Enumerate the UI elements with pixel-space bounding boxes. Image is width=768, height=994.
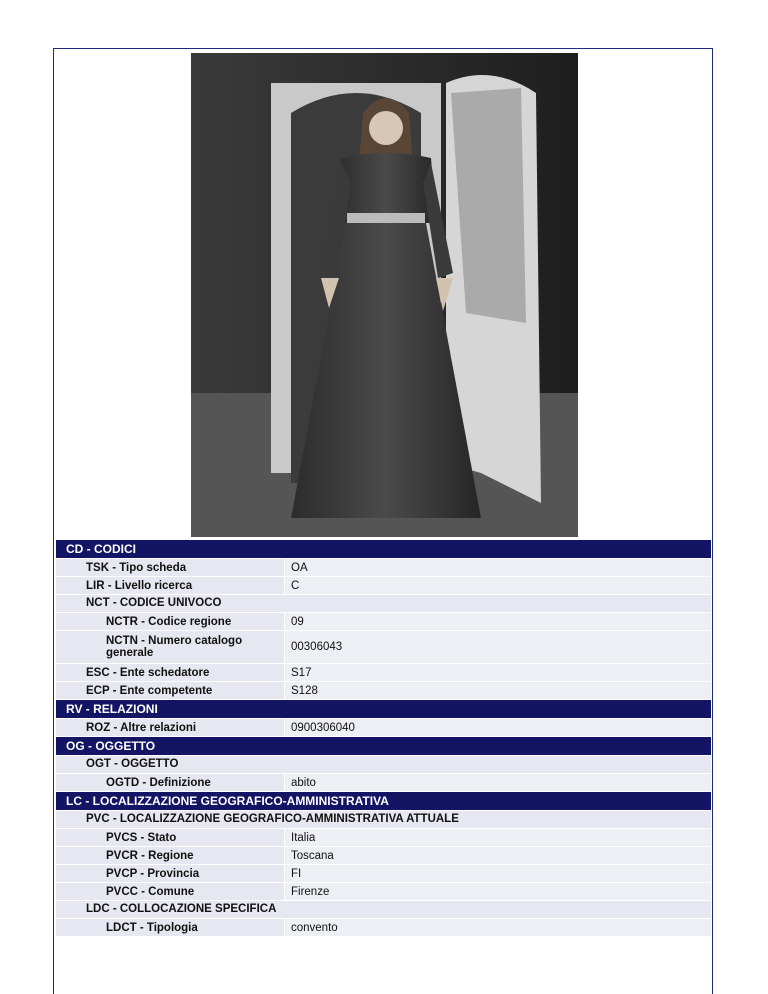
row-ogtd (56, 774, 711, 791)
row-pvcc (56, 883, 711, 900)
label-nctr: NCTR - Codice regione (56, 613, 284, 630)
value-pvcp: FI (285, 865, 711, 882)
row-tsk (56, 559, 711, 576)
label-pvcs: PVCS - Stato (56, 829, 284, 846)
row-pvcp (56, 865, 711, 882)
label-pvcr: PVCR - Regione (56, 847, 284, 864)
row-ldct (56, 919, 711, 936)
value-ecp: S128 (285, 682, 711, 699)
subheader-pvc: PVC - LOCALIZZAZIONE GEOGRAFICO-AMMINISTRATIVA ATTUALE (56, 811, 711, 828)
value-pvcs: Italia (285, 829, 711, 846)
label-roz: ROZ - Altre relazioni (56, 719, 284, 736)
value-ogtd: abito (285, 774, 711, 791)
row-nctr (56, 613, 711, 630)
section-header-lc: LC - LOCALIZZAZIONE GEOGRAFICO-AMMINISTRATIVA (56, 792, 711, 810)
row-ecp (56, 682, 711, 699)
row-pvcs (56, 829, 711, 846)
section-header-og: OG - OGGETTO (56, 737, 711, 755)
subheader-nct: NCT - CODICE UNIVOCO (56, 595, 711, 612)
value-roz: 0900306040 (285, 719, 711, 736)
label-tsk: TSK - Tipo scheda (56, 559, 284, 576)
row-lir (56, 577, 711, 594)
label-ecp: ECP - Ente competente (56, 682, 284, 699)
label-nctn: NCTN - Numero catalogo generale (56, 631, 284, 663)
value-tsk: OA (285, 559, 711, 576)
label-esc: ESC - Ente schedatore (56, 664, 284, 681)
section-header-cd: CD - CODICI (56, 540, 711, 558)
section-header-rv: RV - RELAZIONI (56, 700, 711, 718)
label-pvcc: PVCC - Comune (56, 883, 284, 900)
subheader-ogt: OGT - OGGETTO (56, 756, 711, 773)
row-esc (56, 664, 711, 681)
row-nctn (56, 631, 711, 663)
row-roz (56, 719, 711, 736)
value-nctn: 00306043 (285, 631, 711, 663)
value-pvcr: Toscana (285, 847, 711, 864)
value-lir: C (285, 577, 711, 594)
label-pvcp: PVCP - Provincia (56, 865, 284, 882)
label-ldct: LDCT - Tipologia (56, 919, 284, 936)
label-lir: LIR - Livello ricerca (56, 577, 284, 594)
catalog-photo (191, 53, 578, 537)
catalog-table (56, 540, 711, 937)
subheader-ldc: LDC - COLLOCAZIONE SPECIFICA (56, 901, 711, 918)
row-pvcr (56, 847, 711, 864)
value-ldct: convento (285, 919, 711, 936)
mannequin-photo-drawing (191, 53, 578, 537)
value-nctr: 09 (285, 613, 711, 630)
value-esc: S17 (285, 664, 711, 681)
label-ogtd: OGTD - Definizione (56, 774, 284, 791)
value-pvcc: Firenze (285, 883, 711, 900)
